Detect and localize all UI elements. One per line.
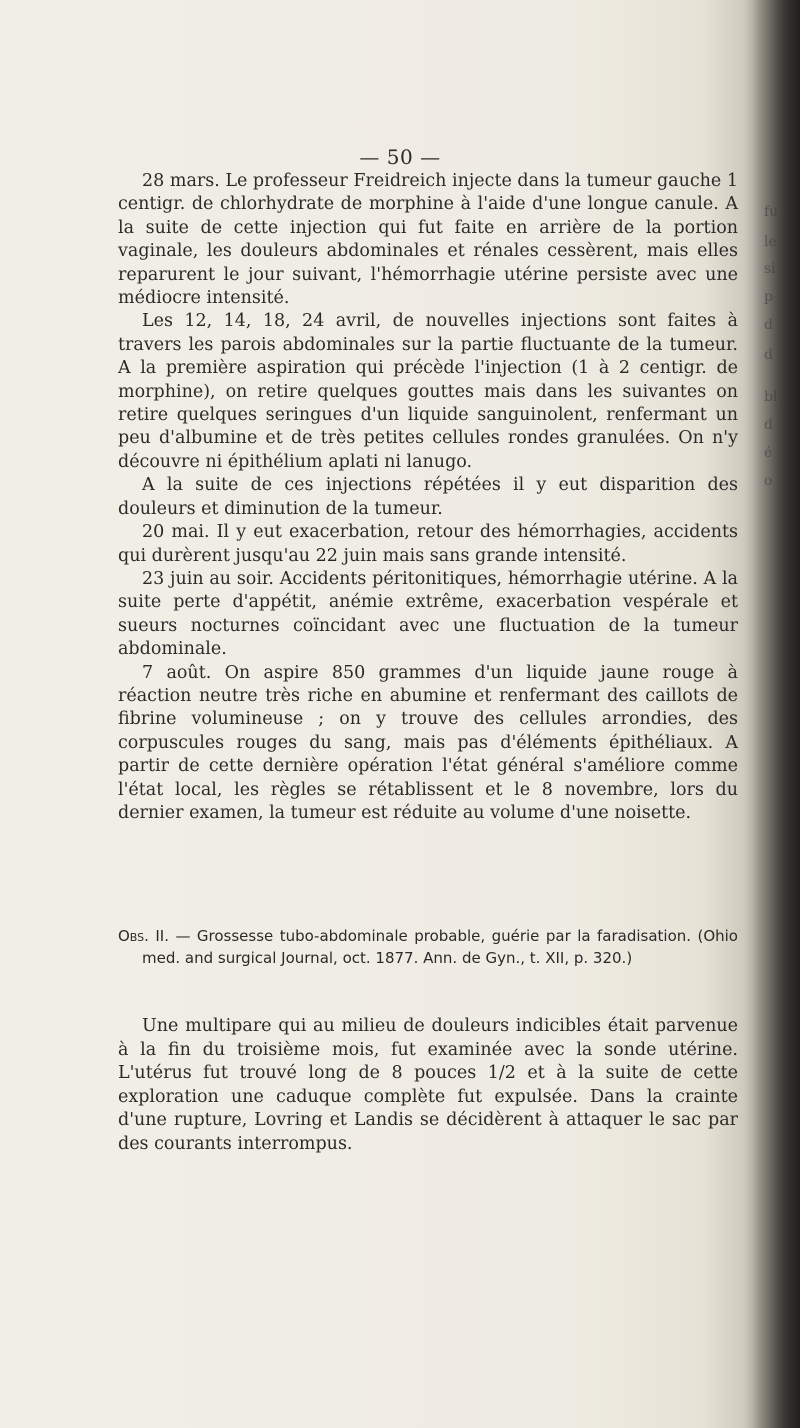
facing-page-edge: fu le si p d d bl d é o	[752, 0, 800, 1428]
observation-heading	[118, 925, 738, 969]
paragraph-avril-injections: Les 12, 14, 18, 24 avril, de nouvelles injections sont faites à travers les parois abdominales sur la partie fluctuante de la tumeur. A la première aspiration qui précède l'injection (1 à 2 centigr. de morphine), on retire quelques gouttes mais dans les suivantes on retire quelques seringues d'un liquide sanguinolent, renfermant un peu d'albumine et de très petites cellules rondes granulées. On n'y découvre ni épithélium aplati ni lanugo.	[118, 311, 738, 472]
observation-label: Obs. II.	[118, 927, 169, 945]
paragraph-disparition-douleurs: A la suite de ces injections répétées il y eut disparition des douleurs et diminution de la tumeur.	[118, 475, 738, 519]
paragraph-7-aout: 7 août. On aspire 850 grammes d'un liquide jaune rouge à réaction neutre très riche en abumine et renfermant des caillots de fibrine volumineuse ; on y trouve des cellules arrondies, des corpuscules rouges du sang, mais pas d'éléments épithéliaux. A partir de cette dernière opération l'état général s'améliore comme l'état local, les règles se rétablissent et le 8 novembre, lors du dernier examen, la tumeur est réduite au volume d'une noisette.	[118, 662, 738, 823]
paragraph-multipare: Une multipare qui au milieu de douleurs indicibles était parvenue à la fin du troisième mois, fut examinée avec la sonde utérine. L'utérus fut trouvé long de 8 pouces 1/2 et à la suite de cette exploration une caduque complète fut expulsée. Dans la crainte d'une rupture, Lovring et Landis se décidèrent à attaquer le sac par des courants interrompus.	[118, 1016, 738, 1154]
observation-body	[118, 1015, 738, 1157]
page-number: — 50 —	[359, 145, 441, 169]
paragraph-28-mars: 28 mars. Le professeur Freidreich injecte dans la tumeur gauche 1 centigr. de chlorhydrate de morphine à l'aide d'une longue canule. A la suite de cette injection qui fut faite en arrière de la portion vaginale, les douleurs abdominales et rénales cessèrent, mais elles reparurent le jour suivant, l'hémorrhagie utérine persiste avec une médiocre intensité.	[118, 171, 738, 309]
paragraph-23-juin: 23 juin au soir. Accidents péritonitiques, hémorrhagie utérine. A la suite perte d'appétit, anémie extrême, exacerbation vespérale et sueurs nocturnes coïncidant avec une fluctuation de la tumeur abdominale.	[118, 568, 738, 660]
case-narrative	[118, 170, 738, 825]
paragraph-20-mai: 20 mai. Il y eut exacerbation, retour des hémorrhagies, accidents qui durèrent jusqu'au 22 juin mais sans grande intensité.	[118, 522, 738, 566]
observation-title: — Grossesse tubo-abdominale probable, guérie par la faradisation. (Ohio med. and surgical Journal, oct. 1877. Ann. de Gyn., t. XII, p. 320.)	[142, 927, 738, 967]
